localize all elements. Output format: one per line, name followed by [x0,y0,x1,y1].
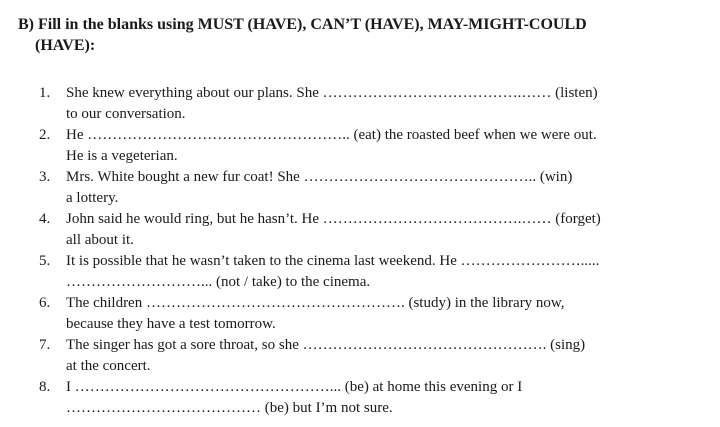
item-text-line-2: all about it. [66,232,134,248]
heading-line-1: B) Fill in the blanks using MUST (HAVE), CAN’T (HAVE), MAY-MIGHT-COULD [18,16,587,33]
exercise-item-5 [0,251,720,293]
exercise-item-6 [0,293,720,335]
exercise-heading [18,14,708,56]
item-number: 6. [39,295,51,311]
item-number: 3. [39,169,51,185]
exercise-item-2 [0,125,720,167]
item-text-line-2: ………………………... (not / take) to the cinema. [66,274,371,290]
item-text-line-2: to our conversation. [66,106,186,122]
item-number: 1. [39,85,51,101]
exercise-item-3 [0,167,720,209]
item-text-line-1: She knew everything about our plans. She ………………………………….…… (listen) [66,85,598,101]
item-number: 7. [39,337,51,353]
item-number: 4. [39,211,51,227]
item-text-line-1: It is possible that he wasn’t taken to the cinema last weekend. He ……………………..... [66,253,600,269]
exercise-item-8 [0,377,720,419]
item-number: 2. [39,127,51,143]
item-text-line-1: The children ……………………………………………. (study) in the library now, [66,295,565,311]
item-number: 8. [39,379,51,395]
item-text-line-2: because they have a test tomorrow. [66,316,276,332]
item-text-line-1: John said he would ring, but he hasn’t. He ………………………………….…… (forget) [66,211,601,227]
item-text-line-1: The singer has got a sore throat, so she …………………………………………. (sing) [66,337,586,353]
item-text-line-2: at the concert. [66,358,151,374]
item-text-line-1: He …………………………………………….. (eat) the roasted beef when we were out. [66,127,597,143]
item-text-line-2: ………………………………… (be) but I’m not sure. [66,400,393,416]
exercise-item-7 [0,335,720,377]
exercise-list [0,83,720,419]
item-text-line-2: a lottery. [66,190,119,206]
exercise-item-1 [0,83,720,125]
item-text-line-2: He is a vegeterian. [66,148,178,164]
item-text-line-1: Mrs. White bought a new fur coat! She ……………………………………….. (win) [66,169,573,185]
item-text-line-1: I ……………………………………………... (be) at home this evening or I [66,379,523,395]
item-number: 5. [39,253,51,269]
heading-line-2: (HAVE): [35,37,96,54]
exercise-item-4 [0,209,720,251]
